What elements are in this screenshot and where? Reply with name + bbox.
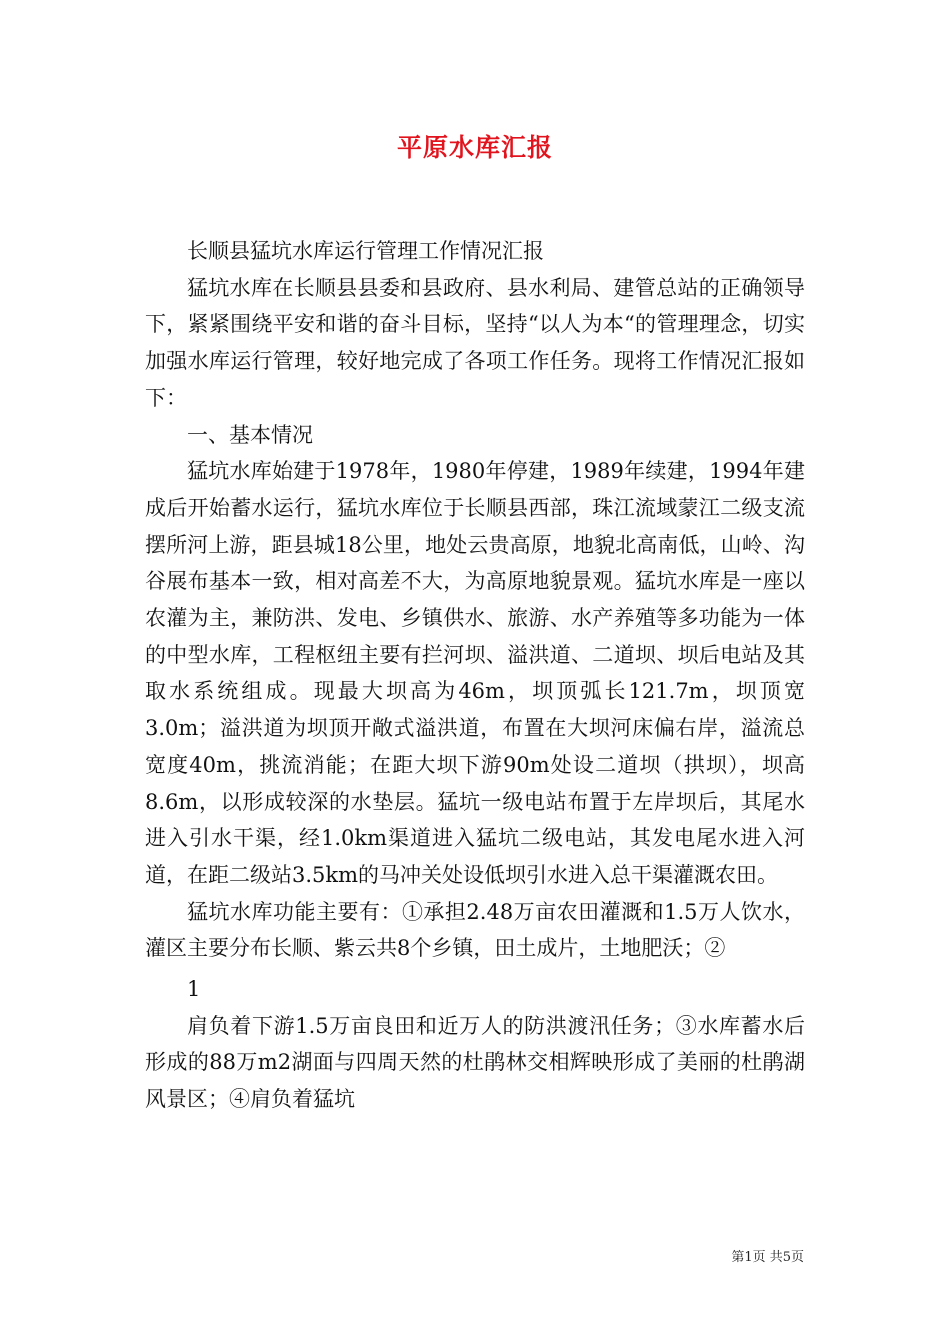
paragraph-continued: 肩负着下游1.5万亩良田和近万人的防洪渡汛任务；③水库蓄水后形成的88万m2湖面与四周天然的杜鹃林交相辉映形成了美丽的杜鹃湖风景区；④肩负着猛坑 [145, 1013, 805, 1112]
paragraph-subtitle: 长顺县猛坑水库运行管理工作情况汇报 [187, 239, 544, 263]
document-body [145, 233, 805, 1118]
section-heading-basic: 一、基本情况 [187, 422, 313, 447]
paragraph-functions: 猛坑水库功能主要有：①承担2.48万亩农田灌溉和1.5万人饮水，灌区主要分布长顺、紫云共8个乡镇，田土成片，土地肥沃；② [145, 899, 805, 961]
inline-page-number: 1 [187, 977, 201, 1002]
paragraph-intro: 猛坑水库在长顺县县委和县政府、县水利局、建管总站的正确领导下，紧紧围绕平安和谐的奋斗目标，坚持“以人为本“的管理理念，切实加强水库运行管理，较好地完成了各项工作任务。现将工作情况汇报如下： [145, 275, 805, 410]
document-title: 平原水库汇报 [396, 133, 553, 162]
paragraph-basic-info: 猛坑水库始建于1978年，1980年停建，1989年续建，1994年建成后开始蓄水运行，猛坑水库位于长顺县西部，珠江流域蒙江二级支流摆所河上游，距县城18公里，地处云贵高原，地貌北高南低，山岭、沟谷展布基本一致，相对高差不大，为高原地貌景观。猛坑水库是一座以农灌为主，兼防洪、发电、乡镇供水、旅游、水产养殖等多功能为一体的中型水库，工程枢纽主要有拦河坝、溢洪道、二道坝、坝后电站及其取水系统组成。现最大坝高为46m，坝顶弧长121.7m，坝顶宽3.0m；溢洪道为坝顶开敞式溢洪道，布置在大坝河床偏右岸，溢流总宽度40m，挑流消能；在距大坝下游90m处设二道坝（拱坝），坝高8.6m，以形成较深的水垫层。猛坑一级电站布置于左岸坝后，其尾水进入引水干渠，经1.0km渠道进入猛坑二级电站，其发电尾水进入河道，在距二级站3.5km的马冲关处设低坝引水进入总干渠灌溉农田。 [145, 459, 805, 887]
page-footer: 第1页 共5页 [731, 1250, 804, 1265]
